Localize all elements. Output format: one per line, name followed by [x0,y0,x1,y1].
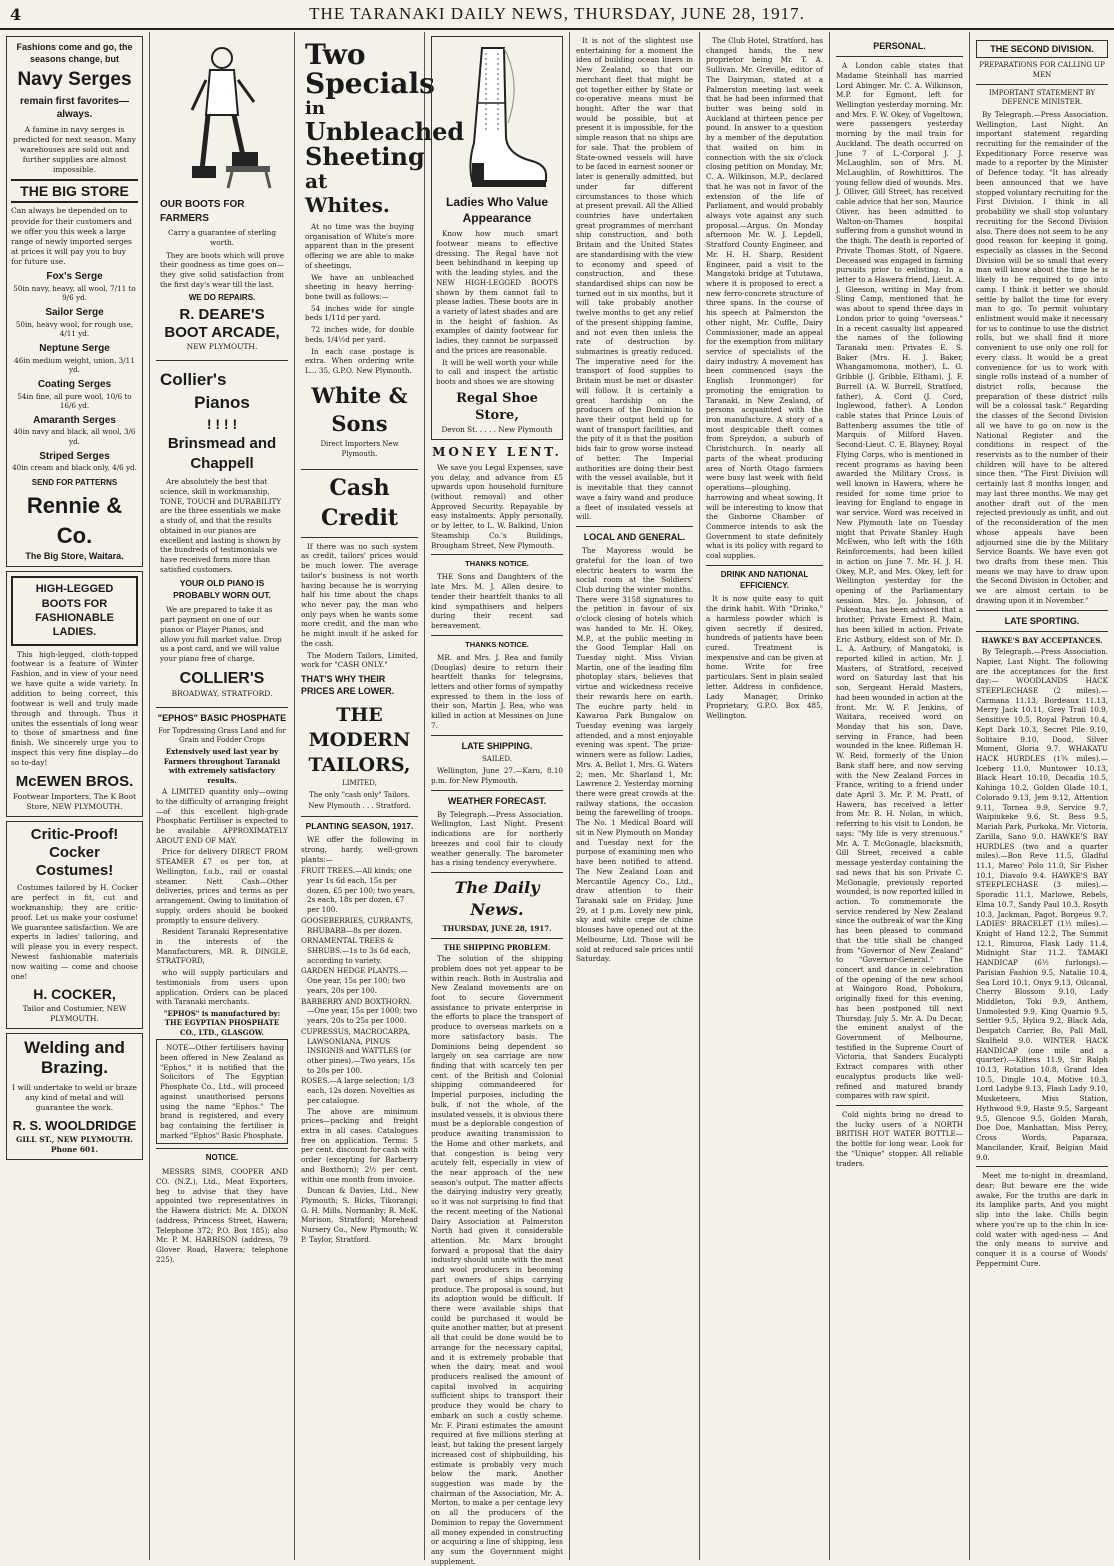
regal-addr: Devon St. . . . . New Plymouth [441,424,553,434]
ephos-used: Extensively used last year by Farmers throughout Taranaki with extremely satisfactory results. [163,747,281,785]
cash-tag: THAT'S WHY THEIR PRICES ARE LOWER. [301,674,395,697]
wooldridge-name: R. S. WOOLDRIDGE [12,1117,137,1133]
list-item: FRUIT TREES.—All kinds; one year 1s 6d each, 15s per dozen, £5 per 100; two years, 2s each, 18s per dozen, £7 per 100. [301,866,416,915]
collier-head1: Collier's [160,370,227,390]
deare-repairs: WE DO REPAIRS. [188,292,256,302]
thanks2-head: THANKS NOTICE. [465,639,529,649]
serge-item: Coating Serges 54in fine, all pure wool, 10/6 to 16/6 yd. [17,379,132,411]
page-columns [0,32,1114,1566]
column-3 [295,32,465,1560]
shipping-head: LATE SHIPPING. [461,740,533,751]
serge-item: Amaranth Serges 40in navy and black, all wool, 3/6 yd. [13,414,136,447]
regal-ad [431,36,563,440]
division-sub: PREPARATIONS FOR CALLING UP MEN [979,61,1105,79]
ephos-head: "EPHOS" BASIC PHOSPHATE [157,713,287,724]
modern-tag: The only "cash only" Tailors. [309,790,410,799]
planting-list [301,866,418,1105]
collier-addr: BROADWAY, STRATFORD. [171,689,273,699]
column-2 [150,32,295,1560]
deare-name: R. DEARE'S BOOT ARCADE, [164,306,280,342]
ladies-body2: It will be well worth your while to call and inspect the artistic boots and shoes we are showing [436,357,558,386]
cocker-head: Critic-Proof! Cocker Costumes! [30,826,119,880]
weather-body: By Telegraph.—Press Association. Wellington, Last Night. Present indications are for northerly breezes and cool fair to cloudy weather generally. The barometer has a rising tendency everywhere. [431,809,563,868]
deare-head: OUR BOOTS FOR FARMERS [160,199,245,224]
regal-name: Regal Shoe Store, [456,390,538,424]
modern-name: THE MODERN TAILORS, [308,704,411,776]
mcewen-ad [6,571,143,817]
cocker-ad [6,821,143,1029]
whites-item1: 54 inches wide for single beds 1/11d per yard. [305,303,414,323]
rennie-tagline: remain first favorites— always. [20,95,129,121]
whites-sub: Direct Importers New Plymouth. [320,440,399,458]
whites-head1: Two [305,38,366,71]
shipping-sub: SAILED. [482,754,512,763]
collier-body1: Are absolutely the best that science, skill in workmanship, TONE, TOUCH and DURABILITY are the three essentials we make a study of, and that the results obtained in our pianos are excellent and lasting is shown by the hundreds of testimonials we have received form more than satisfied customers. [160,477,282,574]
drink-head: DRINK AND NATIONAL EFFICIENCY. [720,569,809,590]
cure-body: Meet me to-night in dreamland, dear; But beware ere the wide awake, For the truths are dark in its lamplike parts, And you might slip into the lake. Chills begin where you're up to the chin In ice-cold water with aged-ness — And the only means to survive and conquer it is a course of Woods' Peppermint Cure. [976,1171,1108,1268]
rennie-headline: Navy Serges [17,69,132,91]
collier-body2: We are prepared to take it as part payment on one of our pianos or Player Pianos, and allow you full market value. Drop us a post card, and we will value your piano free of charge. [160,605,282,663]
deare-body: They are boots which will prove their goodness as time goes on—they give solid satisfaction from the first day's wear till the last. [160,250,284,289]
drink-body: It is now quite easy to quit the drink habit. With "Drinko," a harmless powder which is given secretly if desired, hundreds of patients have been cured. Treatment is inexpensive and can be given at home. Write for free particulars. Sent in plain sealed letter. Address in confidence, Lady Manager, Drinko Proprietary, G.P.O. Box 485, Wellington. [706,594,823,721]
ephos-rep2: who will supply particulars and testimonials from users upon application. Orders can be placed with Taranaki merchants. [156,968,288,1007]
farmer-figure-icon [162,40,282,190]
farmer-boot-illustration [156,40,288,190]
column-8 [970,32,1114,1560]
ladies-body: Know how much smart footwear means to effective dressing. The Regal have not been behindhand in keeping up with the leading styles, and the NEW HIGH-LEGGED BOOTS shown by them cannot fail to please ladies. These boots are in a variety of latest shades and are in the height of fashion. As examples of dainty footwear for ladies, they cannot be surpassed and the prices are reasonable. [436,229,558,355]
ladies-boot-illustration [436,43,558,193]
cash-body2: The Modern Tailors, Limited, work for "CASH ONLY." [301,650,418,670]
welding-body: I will undertake to weld or braze any kind of metal and will guarantee the work. [12,1082,137,1112]
ephos-note: NOTE—Other fertilisers having been offered in New Zealand as "Ephos," it is notified that the Solicitors of The Egyptian Phosphate Co., Ltd., will proceed against unauthorised persons using the name "Ephos." The brand is registered, and every bag containing the fertiliser is marked "Ephos" Basic Phosphate. [156,1039,288,1144]
whites-ad [301,36,465,465]
whites-body3: In each case postage is extra. When ordering write L... 35, G.P.O. New Plymouth. [305,346,414,376]
ephos-maker: "EPHOS" is manufactured by: THE EGYPTIAN PHOSPHATE CO., LTD., GLASGOW. [163,1008,281,1037]
masthead-title: THE TARANAKI DAILY NEWS, THURSDAY, JUNE 28, 1917. [309,4,805,23]
cocker-body: Costumes tailored by H. Cocker are perfect in fit, cut and workmanship; they are critic-proof. Let us make your costume! We guarantee satisfaction. We are experts in ladies' tailoring, and will please you in every respect. Newest fashionable materials now waiting — come and choose one! [11,883,138,981]
local-head: LOCAL AND GENERAL. [583,531,686,542]
thanks1-head: THANKS NOTICE. [465,559,529,569]
deare-sub2: NEW PLYMOUTH. [186,342,258,352]
shipping-cont: It is not of the slightest use entertaining for a moment the idea of building ocean liners in New Zealand, so that our merchant fleet that might be got together either by State or co-operative means must be bought. After the war that would be possible, but at present it is impossible, for the simple reason that no ships are for sale. That the problem of State-owned vessels will have to be faced in earnest sooner or later is generally admitted, but under far different circumstances to those which at present prevail. All the Allied countries have undertaken great programmes of merchant ship construction, and both Britain and the United States are standardising with the view to economy and speed of construction, and these standardised ships can now be turned out in six months, but it will take probably another twelve months to get any relief of the present shipping famine, and not even then unless the rate of destruction by submarines is greatly reduced. The imperative need for the transport of food supplies to Britain must be met or disaster will follow. It is certainly a great hardship on the producers of the Dominion to have their output held up for want of transport facilities, and the pity of it is that the position bids fair to grow worse instead of better. The Imperial authorities are doing their best with the vessel available, but it is inevitable that they cannot wave a fairy wand and produce a fleet of insulated vessels at will. [576,36,693,522]
big-store-label: THE BIG STORE [11,179,138,204]
list-item: ORNAMENTAL TREES & SHRUBS.—1s to 3s 6d each, according to variety. [301,936,411,965]
shipping-problem-head: THE SHIPPING PROBLEM. [443,942,551,952]
column-5 [570,32,700,1560]
ephos-ad [156,712,288,1144]
list-item: GARDEN HEDGE PLANTS.—One year, 15s per 100; two years, 20s per 100. [301,966,408,995]
notice-body: MESSRS SIMS, COOPER AND CO. (N.Z.), Ltd., Meat Exporters, beg to advise that they have appointed two representatives in the Hawera district: Mr. A. DIXON (address, Princess Street, Hawera; Telephone 372; P.O. Box 185); also Mr. P. M. HARRISON (address, 79 Glover Road, Hawera; telephone 225). [156,1167,288,1264]
column-1 [0,32,150,1560]
cash-head: Cash Credit [301,474,418,537]
column-7 [830,32,970,1560]
mcewen-sub: Footwear Importers, The K Boot Store, NEW PLYMOUTH. [13,791,136,812]
collier-ad: Collier's Pianos ! ! ! ! Brinsmead and Chappell Are absolutely the best that science, skill in workmanship, TONE, TOUCH and DURABILITY are the three essentials we make a study of, and that the results obtained in our pianos are excellent and lasting is shown by the hundreds of testimonials we have received form more than satisfied customers. YOUR OLD PIANO IS PROBABLY WORN OUT. We are prepared to take it as part payment on one of our pianos or Player Pianos, and allow you full market value. Drop us a post card, and we will value your piano free of charge. COLLIER'S BROADWAY, STRATFORD. [156,365,288,703]
thanks1-body: THE Sons and Daughters of the late Mrs. M. J. Allen desire to tender their heartfelt thanks to all kind sympathisers and helpers during their recent sad bereavement. [431,572,563,630]
ephos-body: A LIMITED quantity only—owing to the difficulty of arranging freight—of this excellent high-grade Phosphatic Fertiliser is expected to be available APPROXIMATELY ABOUT END OF MAY. [156,787,288,845]
modern-sub: LIMITED, [342,779,377,788]
ladies-head: Ladies Who Value Appearance [445,195,549,225]
division-body: By Telegraph.—Press Association. Wellington, Last Night. An important statement regarding recruiting for the remainder of the Expeditionary Force reserve was made to a reporter by the Minister of Defence today. "It has already been announced that we have stopped voluntary recruiting for the First Division. I think in all probability we shall stop voluntary recruiting for the Second Division also. There does not seem to be any good reason for keeping it going, especially as classes in the Second Division will be so small that every man will know about the time he is likely to be required to go into camp. I think it better we should settle by ballot the time for every man to go. To permit voluntary enlistment would make it necessary for us to continue to use the district rolls, but we shall find it more convenient to use only one roll for every class. It would be a great convenience for us to work with single rolls instead of a number of district rolls, because the preparation of these district rolls will be a colossal task." Regarding the classes of the Second Division all we have to go on now is the National Register and the conditions in respect of the reservists as to the number of their children will have to be altered since then. "The First Division will certainly last 8 months longer, and may last three months. We may get another draft out of the men rejected previously as unfit, and out of the reconsideration of the men whose appeals have been adjourned sine die by the Military Service Boards. We have even got two drafts from these men. This means we may have to draw upon the Second Division in October, and we are almost certain to be drawing upon it in November." [976,109,1108,605]
planting-sellers: Duncan & Davies, Ltd., New Plymouth; S. Bicks, Tikorangi; G. H. Mills, Normanby; R. McK. Morison, Stratford; Morehead Nursery Co., New Plymouth; W. P. Taylor, Stratford. [301,1186,418,1244]
list-item: GOOSEBERRIES, CURRANTS, RHUBARB—8s per dozen. [301,915,413,935]
thanks2-body: MR. and Mrs. J. Rea and family (Douglas) desire to return their heartfelt thanks for telegrams, letters and other forms of sympathy expressed to them in the loss of their son, Martin J. Rea, who was killed in action at Messines on June 7. [431,652,563,730]
planting-tail: The above are minimum prices—packing and freight extra in all cases. Catalogues free on application. Terms: 5 per cent. discount for cash with order (excepting for Barberry and Boxthorn); 2½ per cent. within one month from invoice. [301,1106,418,1184]
club-body: The Club Hotel, Stratford, has changed hands, the new proprietor being Mr. T. A. Sullivan. Mr. Greville, editor of The Dairyman, stated at a Palmerston meeting last week that he had been informed that butter was being sold in Auckland at thirteen pence per pound. In answer to a question by a member of the deputation that waited on him in connection with the six o'clock closing petition on Monday, Mr. C. A. Wilkinson, M.P., declared that he was not in favor of the extension of the life of Parliament, and would probably always vote against any such proposal.—Argus. On Monday afternoon Mr. W. J. Lepdell, Stratford County Engineer, and Mr. H. H. Sharp, Resident Engineer, paid a visit to the Mangatoki bridge at Tututawa, where it is proposed to erect a new ferro-concrete structure of three spans. In the course of his speech at Palmerston the other night, Mr. Cuffle, Dairy Commissioner, made an appeal for the exemption from military service of specialists of the dairy industry. A movement has been commenced (says the English Ironmonger) for promoting the emigration to Taranaki, in New Zealand, of persons acquainted with the iron manufacture. A story of a most despicable theft comes from Spreydon, a suburb of Christchurch. In nearly all parts of the wheat producing area of North Otago farmers were busy last week with field operations—ploughing, harrowing and wheat sowing. It will be interesting to know that the Gisborne Chamber of Commerce intends to ask the Government to state definitely what is its policy with regard to coal supplies. [706,36,823,561]
money-head: MONEY LENT. [432,444,562,459]
whites-body1: At no time was the buying organisation of White's more apparent than in the present offering we are able to make of sheetings. [305,221,414,270]
masthead [0,0,1114,30]
column-6 [700,32,830,1560]
weather-head: WEATHER FORECAST. [447,795,547,806]
division-head: THE SECOND DIVISION. [976,40,1108,58]
serge-item: Striped Serges 40in cream and black only, 4/6 yd. [12,450,137,473]
personal-head: PERSONAL. [873,41,926,51]
rennie-sub: The Big Store, Waitara. [25,551,124,562]
cash-body: If there was no such system as credit, tailors' prices would be much lower. The average tailor's business is not worth having because he is worrying half his time about the chaps who never pay, the man who only pays when he wants some more credit, and the man who he might insult if he asked for the cash. [301,541,418,648]
modern-tailors-ad [301,474,418,811]
mcewen-name: McEWEN BROS. [15,772,134,790]
big-store-body: Can always be depended on to provide for their customers and we offer you this week a large range of newly imported serges at prices it will pay you to buy for future use. [11,206,132,267]
daily-date: THURSDAY, JUNE 28, 1917. [442,924,552,934]
deare-sub: Carry a guarantee of sterling worth. [167,228,277,247]
ephos-sub: For Topdressing Grass Land and for Grain and Fodder Crops [158,726,286,744]
list-item: BARBERRY AND BOXTHORN.—One year, 15s per 1000; two years, 20s to 25s per 1000. [301,996,418,1026]
cold-body: Cold nights bring no dread to the lucky users of a NORTH BRITISH HOT WATER BOTTLE—the bottle for long wear. Look for the "Unique" stopper. All reliable traders. [836,1110,963,1168]
cocker-sub: Tailor and Costumier, NEW PLYMOUTH. [22,1003,127,1023]
planting-head: PLANTING SEASON, 1917. [305,820,414,831]
rennie-intro: Fashions come and go, the seasons change, but [16,42,133,65]
cocker-name: H. COCKER, [33,985,116,1002]
sporting-head: LATE SPORTING. [1004,615,1080,626]
personal-body: A London cable states that Madame Steinhall has married Lord Abinger. Mr. C. A. Wilkinson, M.P. for Egmont, left for Wellington yesterday morning. Mr. and Mrs. F. W. Okey, of Vogeltown, were passengers yesterday morning by the mail train for Auckland. The death occurred on June 7 of L.-Corporal J. J. McLaughlin, son of Mrs. M. McLaughlin, of Rowhittiros. The young fellow died of wounds. Mrs. J. Olliver, Gill Street, has received cable advice that her son, Maurice Oliver, has been admitted to Walton-on-Thames hospital suffering from a gunshot wound in the thigh. The death is reported of Private Thomas Stott, of Ngaere. Deceased was engaged in farming pursuits prior to enlisting. In a letter to a Hawera friend, Lieut. A. J. Gleeson, writing in May from Sling Camp, mentioned that he was about to spend three days in London prior to going "overseas." In a recent casualty list appeared the names of the following Taranaki men: Privates E. S. Baker (Mrs. H. J. Baker, Whangamomona, mother), L. G. Gribble (J. Gribble, Eltham), J. F. Burrell (A. W. Burrell, Stratford, father), A. Cord (J. Cord, Inglewood, father). A London cable states that Prince Louis of Battenberg assumes the title of Marquis of Milford Haven. Second-Lieut. C. E. Blayney, Royal Flying Corps, who is mentioned in recent programs as having been awarded the Military Cross, is well known in Hawera, where he resided for some time prior to leaving for England to engage in war service. Word was received in New Plymouth late on Tuesday night that Private Stanley Hugh McEwen, who left with the 16th Reinforcements, had been killed in action on June 7. Mr. H. J. H. Okey, M.P., and Mrs. Okey, left for Wellington yesterday for the opening of the Parliamentary session. Mrs. Jo. Johnson, of Pukeatua, has been advised that a brother, Private Ernest R. Main, has been killed in action. Private Eric Astbury, eldest son of Mr. D. L. A. Astbury, of Mangatoki, is reported killed in action. Mr. J. Masters, of Stratford, received word on Saturday last that his son, Sergeant Herald Masters, had been wounded in action at the front. Mr. W. F. Jenkins, of Waitara, received word on Monday that his son, Dave, serving in France, had been wounded in the knee. Rifleman H. W. Reid, formerly of the Union Bank staff here, and now serving with the New Zealand Forces in France, writing to a friend under date April 3. Mr. P. M. Pratt, of Hawera, has received a letter from Mr. R. H. Nolan, in which, referring to his visit to London, he says: "My life is very strenuous." Mr. A. T. McGonagle, blacksmith, Gill Street, received a cable message yesterday containing the sad news that his son Private C. McGonagle, previously reported wounded, is now reported killed in action. To commemorate the service rendered by New Zealand since the outbreak of war the King has been pleased to command that the title shall be changed from "Governor of New Zealand" to "Governor-General." The concert and dance in celebration of the opening of the new school at Waingoro Road, Pohokura, originally fixed for this evening, has been postponed till next Thursday, July 5. Mr. A. Du Decar, the eminent analyst of the Government of Melbourne, testified in the Supreme Court of Victoria, that Sanders Eucalypti Extract compares with other eucalyptus products like well-refined and matured brandy compares with raw spirit. [836,61,963,1101]
whites-head5: at Whites. [305,168,390,217]
collier-head3: Brinsmead and Chappell [167,435,277,472]
local-body: The Mayoress would be grateful for the loan of two electric heaters to warm the social room at the Soldiers' Club during the winter months. There were 3158 signatures to the petition in favour of six o'clock closing of hotels which was handed to Mr. H. Okey, M.P., at the public meeting in the Good Templar Hall on Tuesday night. Miss Vivian Martin, one of the leading film photoplay stars, believes that virtue and wickedness receive their rewards here on earth. The euchre party held in Kawaroa Park Bungalow on Tuesday evening was largely attended, and a most enjoyable evening was spent. The prize-winners were as follow: Ladies, Mrs. A. Bellot 1, Mrs. G. Waters 2; men, Mr. Sharland 1, Mr. Lawrence 2. Yesterday morning there were great crowds at the railway stations, the occasion being the farewelling of troops. The No. 1 Medical Board will sit in New Plymouth on Monday and Tuesday next for the purpose of examining men who have been notified to attend. The New Zealand Loan and Mercantile Agency Co., Ltd., draw attention to their Taranaki sale on Friday, June 29, at 1 p.m. Lovely new pink, sky and white crepe de chine blouses have opened out at the Melbourne, Ltd. Those will be sold at reduced sale prices until Saturday. [576,546,693,964]
collier-name: COLLIER'S [179,669,265,687]
planting-ad [301,821,418,1245]
welding-head: Welding and Brazing. [24,1037,125,1078]
whites-head3: in [305,97,325,119]
money-body: We save you Legal Expenses, save you delay, and advance from £5 upwards upon household furniture (without removal) and other Approved Security. Repayable by easy instalments. Apply personally, or by letter, to L. W. Balkind, Union Steamship Co.'s Buildings, Brougham Street, New Plymouth. [431,462,563,550]
boots-headline: HIGH-LEGGED BOOTS FOR FASHIONABLE LADIES. [11,576,138,645]
column-4 [425,32,570,1566]
deare-ad [156,194,288,356]
whites-head2: Specials [305,67,435,101]
hawkes-body: By Telegraph.—Press Association. Napier, Last Night. The following are the acceptances for the first day:— WOODLANDS HACK STEEPLECHASE (2 miles).—Carmana 11.13, Bordeaux 11.13, Merry Jack 10.11, Grey Trail 10.9, Sensitive 10.5, Royal Patron 10.4, Kept Dark 10.3, Secret Pile 9.10, Solitaire 9.10, Dood, Silver Moment, Gloria 9.7. WHAKATU HACK HURDLES (1¾ miles).—Iceberg 11.0, Muntower 10.13, Black Heart 10.10, Decadia 10.5, Kohinga 10.2, Golden Glade 10.1, Colorado 9.13, Jem 9.12, Attention 9.11, Tornea 9.9, Service 9.7, Waipiukeke 9.6, St. Bess 9.5, Mariah Park, Purkoka, Mr. Victoria, Zarilla, Sano 9.0. HAWKE'S BAY HURDLES (two and a quarter miles).—Bon Reve 11.5, Gladful 11.1, Mareo' Polo 11.0, Sir Fisher 10.1, Diavolo 9.4. HAWKE'S BAY STEEPLECHASE (3 miles).—Sporadic 11.1, Marlowe, Rebels, Elma 10.7, Sandy Paul 10.3, Rosyth 10.3, Jackman, Pagot, Borgeus 9.7. LADIES' BRACELET (1½ miles).—Knight of Hand 12.2, The Summit 12.1, Rimuroa, Flask Lady 11.4, Midnight Star 11.2. TAMAKI HANDICAP (6½ furlongs).—Parisian Fashion 9.5, Natalie 10.4, Sea Lord 10.1, Onyx 9.13, Oilcanal, Cherry Blossom 9.10, Lady Middleton, Toki 9.9, Anthem, Unmolested 9.9, King Quarnio 9.5, Settler 9.5, Hylica 9.2, Black Ada, Despatch Carrier, Bo, Pall Mall, Skulfield 9.0. WINTER HACK HANDICAP (one mile and a quarter).—Kiltess 11.9, Sir Ralph 10.13, Rotation 10.8, Grand Idea 10.5, Dingle 10.4, Motive 10.3, Lord Ladybe 9.13, Flash Lady 9.10, Musketeers, Miss Station, Hythwood 9.9, Haste 9.5, Sargeant 9.5, Glencoe 9.5, Golden Marah, Doe Doe, Manhattan, Miss Percy, Cross Words, Paparaza, Mancilander, Kraif, Belgian Maid 9.0. [976,647,1108,1162]
serge-item: Fox's Serge 50in navy, heavy, all wool, 7/11 to 9/6 yd. [13,271,136,303]
hawkes-head: HAWKE'S BAY ACCEPTANCES. [981,635,1103,645]
whites-body2: We have an unbleached sheeting in heavy herring-bone twill as follows:— [305,272,414,301]
rennie-ad [6,36,143,567]
shipping-problem-body: The solution of the shipping problem does not yet appear to be within reach. Both in Australia and New Zealand movements are on foot to secure Government assistance to private enterprise in the efforts to place the transport of produce to overseas markets on a more satisfactory basis. The Dominions being dependent so largely on sea carriage are now finding that with scarcely ten per cent. of the British and Colonial shipping commandeered for Imperial purposes, including the bulk, if not the whole, of the insulated vessels, it is obvious there must be a deplorable congestion of produce awaiting transmission to the Home and other markets, and that congestion is being very acutely felt, especially in view of the near approach of the new season's output. The matter affects the dairying industry very greatly, so it was not surprising to find that the recent meeting of the National Dairy Association at Palmerston North had given it considerable attention. Mr. Marx brought forward a proposal that the dairy industry should unite with the meat and wool producers in becoming part owners of ships carrying produce. The proposal is sound, but its adoption would be difficult. If there were available ships that could be purchased it would be quite another matter, but at present all that could be done would be to arrange for the necessary capital, and it is extremely probable that when the dairy, meat and wool producers realised the amount of capital involved in acquiring sufficient ships to transport their produce they would be chary to embark on such a costly scheme. Mr. F. Pirani estimates the amount required at five millions sterling at least, but taking the present largely increased cost of shipbuilding, his estimate is probably very much below the mark. Another suggestion was made by the chairman of the Association, Mr. A. Morton, to make a per centage levy on all the producers of the Dominion to repay the Government all money expended in constructing or acquiring a line of shipping, less any sum the Government might supplement. [431,954,563,1566]
list-item: ROSES.—A large selection; 1/3 each, 12s dozen. Novelties as per catalogue. [301,1076,415,1105]
division-sub2: IMPORTANT STATEMENT BY DEFENCE MINISTER. [988,89,1096,107]
ephos-price: Price for delivery DIRECT FROM STEAMER £7 os per ton, at Wellington, f.o.b., rail or coastal steamer. Nett Cash—Other deliveries, prices and terms as per arrangement. Owing to limitation of supply, orders should be booked promptly to ensure delivery. [156,847,288,925]
modern-addr: New Plymouth . . . Stratford. [308,802,411,811]
boots-body: This high-legged, cloth-topped footwear is a feature of Winter Fashion, and in view of your need we have quite a wide variety. In addition to being correct, this footwear is well and truly made through and through. Thus it unites the essentials of long wear to those of smartness and fine finish. We sincerely urge you to inspect this very fine display—do so to-day! [11,649,138,767]
daily-news-title: The Daily News. [454,878,540,919]
whites-item2: 72 inches wide, for double beds, 1/4½d per yard. [305,325,414,344]
ephos-rep: Resident Taranaki Representative in the interests of the Manufacturers, MR. R. DINGLE, STRATFORD, [156,927,288,966]
page-number: 4 [10,4,22,24]
list-item: CUPRESSUS, MACROCARPA, LAWSONIANA, PINUS INSIGNIS and WATTLES (or other pines).—Two years, 15s to 20s per 100. [301,1026,415,1075]
rennie-body: A famine in navy serges is predicted for next season. Many warehouses are sold out and further supplies are almost impossible. [13,124,136,175]
rennie-name: Rennie & Co. [26,492,123,548]
whites-head4: Unbleached Sheeting [305,116,465,171]
collier-head2: Pianos [194,393,250,413]
wooldridge-ad [6,1033,143,1160]
ladies-boot-icon [442,43,552,193]
serge-item: Sailor Serge 50in, heavy wool, for rough use, 4/11 yd. [15,307,134,339]
shipping-body: Wellington, June 27.—Karu, 8.10 p.m. for New Plymouth. [431,766,563,785]
whites-name: White & Sons [311,382,408,437]
wooldridge-sub: GILL ST., NEW PLYMOUTH. Phone 601. [16,1134,133,1154]
planting-body: WE offer the following in strong, hardy, well-grown plants:— [301,835,418,864]
serge-item: Neptune Serge 46in medium weight, union, 3/11 yd. [14,343,135,375]
patterns-note: SEND FOR PATTERNS [31,478,118,488]
collier-old-head: YOUR OLD PIANO IS PROBABLY WORN OUT. [173,578,271,600]
notice-head: NOTICE. [205,1153,239,1163]
